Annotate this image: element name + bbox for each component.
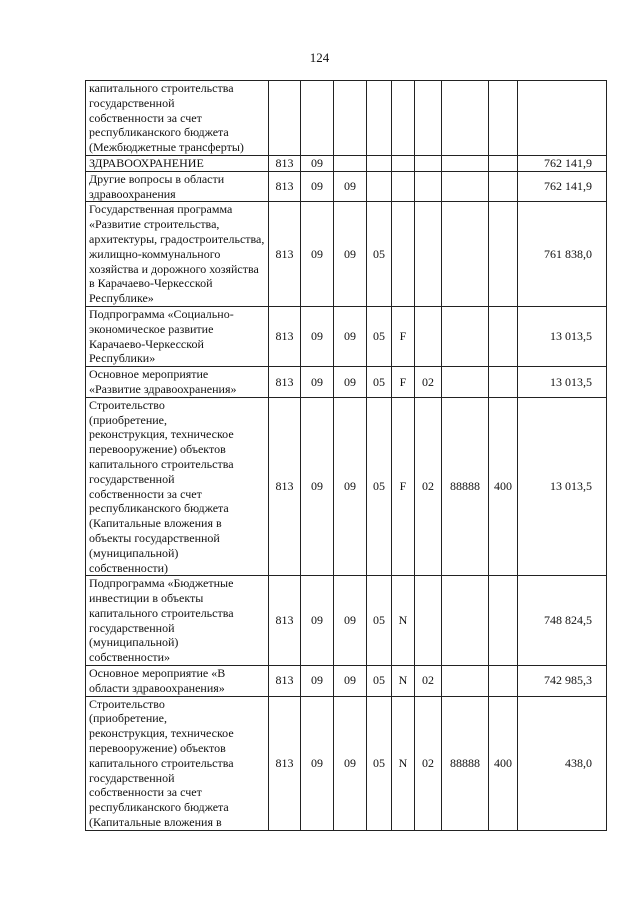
program-code-cell: 05 — [367, 696, 392, 830]
subprogram-code-cell: F — [392, 306, 415, 366]
subprogram-code-cell — [392, 171, 415, 202]
section-code-cell: 09 — [301, 171, 334, 202]
expense-type-cell — [489, 666, 518, 697]
program-code-cell: 05 — [367, 202, 392, 307]
table-row — [86, 155, 607, 171]
table-row — [86, 666, 607, 697]
section-code-cell: 09 — [301, 155, 334, 171]
program-code-cell — [367, 171, 392, 202]
department-code-cell: 813 — [269, 576, 301, 666]
department-code-cell: 813 — [269, 696, 301, 830]
subsection-code-cell: 09 — [334, 171, 367, 202]
item-name-cell: Другие вопросы в области здравоохранения — [86, 171, 269, 202]
program-code-cell: 05 — [367, 576, 392, 666]
direction-code-cell — [442, 666, 489, 697]
subprogram-code-cell — [392, 81, 415, 156]
item-name-cell: Подпрограмма «Бюджетные инвестиции в объекты капитального строительства государственной (муниципальной) собственности» — [86, 576, 269, 666]
event-code-cell: 02 — [415, 696, 442, 830]
amount-cell: 13 013,5 — [518, 367, 607, 398]
program-code-cell: 05 — [367, 397, 392, 576]
item-name-cell: Основное мероприятие «Развитие здравоохранения» — [86, 367, 269, 398]
subsection-code-cell: 09 — [334, 397, 367, 576]
section-code-cell: 09 — [301, 576, 334, 666]
event-code-cell — [415, 155, 442, 171]
department-code-cell: 813 — [269, 171, 301, 202]
department-code-cell: 813 — [269, 202, 301, 307]
item-name-cell: Основное мероприятие «В области здравоохранения» — [86, 666, 269, 697]
section-code-cell: 09 — [301, 306, 334, 366]
expense-type-cell: 400 — [489, 397, 518, 576]
expense-type-cell — [489, 171, 518, 202]
subprogram-code-cell: N — [392, 576, 415, 666]
subprogram-code-cell — [392, 202, 415, 307]
subsection-code-cell: 09 — [334, 367, 367, 398]
event-code-cell: 02 — [415, 397, 442, 576]
expense-type-cell — [489, 81, 518, 156]
direction-code-cell — [442, 202, 489, 307]
subsection-code-cell — [334, 155, 367, 171]
event-code-cell — [415, 81, 442, 156]
expense-type-cell: 400 — [489, 696, 518, 830]
subprogram-code-cell: N — [392, 696, 415, 830]
event-code-cell — [415, 576, 442, 666]
table-row — [86, 81, 607, 156]
item-name-cell: Государственная программа «Развитие строительства, архитектуры, градостроительства, жилищно-коммунального хозяйства и дорожного хозяйства в Карачаево-Черкесской Республике» — [86, 202, 269, 307]
direction-code-cell: 88888 — [442, 397, 489, 576]
direction-code-cell — [442, 81, 489, 156]
item-name-cell: Строительство (приобретение, реконструкция, техническое перевооружение) объектов капитального строительства государственной собственности за счет республиканского бюджета (Капитальные вложения в — [86, 696, 269, 830]
subsection-code-cell: 09 — [334, 202, 367, 307]
program-code-cell: 05 — [367, 306, 392, 366]
expense-type-cell — [489, 202, 518, 307]
event-code-cell: 02 — [415, 666, 442, 697]
department-code-cell: 813 — [269, 666, 301, 697]
department-code-cell: 813 — [269, 367, 301, 398]
amount-cell: 762 141,9 — [518, 155, 607, 171]
section-code-cell: 09 — [301, 696, 334, 830]
department-code-cell: 813 — [269, 397, 301, 576]
section-code-cell: 09 — [301, 397, 334, 576]
subprogram-code-cell: N — [392, 666, 415, 697]
program-code-cell: 05 — [367, 666, 392, 697]
expense-type-cell — [489, 367, 518, 398]
subprogram-code-cell — [392, 155, 415, 171]
department-code-cell: 813 — [269, 155, 301, 171]
section-code-cell — [301, 81, 334, 156]
section-code-cell: 09 — [301, 202, 334, 307]
subsection-code-cell: 09 — [334, 696, 367, 830]
subprogram-code-cell: F — [392, 367, 415, 398]
expense-type-cell — [489, 306, 518, 366]
item-name-cell: Подпрограмма «Социально-экономическое развитие Карачаево-Черкесской Республики» — [86, 306, 269, 366]
direction-code-cell — [442, 367, 489, 398]
item-name-cell: ЗДРАВООХРАНЕНИЕ — [86, 155, 269, 171]
amount-cell — [518, 81, 607, 156]
budget-table — [85, 80, 607, 831]
amount-cell: 762 141,9 — [518, 171, 607, 202]
item-name-cell: капитального строительства государственной собственности за счет республиканского бюджета (Межбюджетные трансферты) — [86, 81, 269, 156]
table-row — [86, 367, 607, 398]
event-code-cell — [415, 171, 442, 202]
subsection-code-cell — [334, 81, 367, 156]
direction-code-cell: 88888 — [442, 696, 489, 830]
department-code-cell — [269, 81, 301, 156]
subprogram-code-cell: F — [392, 397, 415, 576]
amount-cell: 13 013,5 — [518, 397, 607, 576]
page-number: 124 — [309, 50, 330, 65]
item-name-cell: Строительство (приобретение, реконструкция, техническое перевооружение) объектов капитального строительства государственной собственности за счет республиканского бюджета (Капитальные вложения в объекты государственной (муниципальной) собственности) — [86, 397, 269, 576]
direction-code-cell — [442, 171, 489, 202]
table-row — [86, 171, 607, 202]
amount-cell: 13 013,5 — [518, 306, 607, 366]
section-code-cell: 09 — [301, 367, 334, 398]
subsection-code-cell: 09 — [334, 306, 367, 366]
table-row — [86, 306, 607, 366]
amount-cell: 438,0 — [518, 696, 607, 830]
subsection-code-cell: 09 — [334, 576, 367, 666]
event-code-cell — [415, 202, 442, 307]
table-body — [86, 81, 607, 831]
program-code-cell — [367, 81, 392, 156]
program-code-cell: 05 — [367, 367, 392, 398]
program-code-cell — [367, 155, 392, 171]
direction-code-cell — [442, 155, 489, 171]
table-row — [86, 696, 607, 830]
department-code-cell: 813 — [269, 306, 301, 366]
amount-cell: 742 985,3 — [518, 666, 607, 697]
table-row — [86, 202, 607, 307]
subsection-code-cell: 09 — [334, 666, 367, 697]
table-row — [86, 397, 607, 576]
direction-code-cell — [442, 576, 489, 666]
section-code-cell: 09 — [301, 666, 334, 697]
event-code-cell — [415, 306, 442, 366]
direction-code-cell — [442, 306, 489, 366]
amount-cell: 748 824,5 — [518, 576, 607, 666]
expense-type-cell — [489, 155, 518, 171]
event-code-cell: 02 — [415, 367, 442, 398]
expense-type-cell — [489, 576, 518, 666]
amount-cell: 761 838,0 — [518, 202, 607, 307]
table-row — [86, 576, 607, 666]
